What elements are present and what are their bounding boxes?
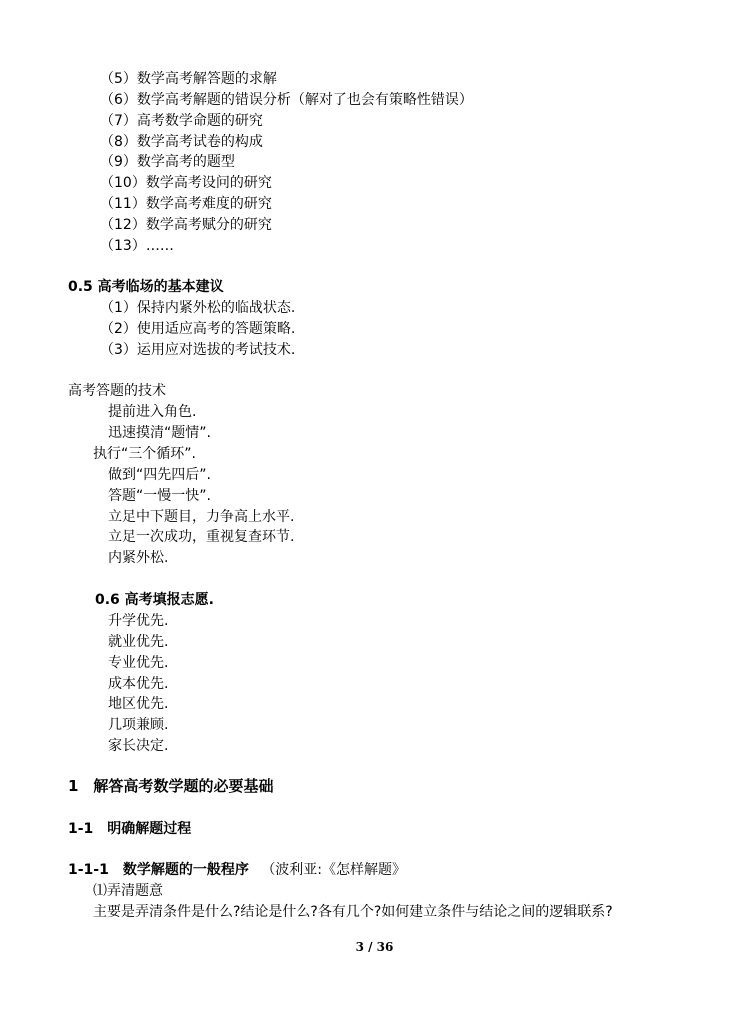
- list-item: （12）数学高考赋分的研究: [100, 217, 272, 233]
- list-item: 内紧外松.: [108, 550, 169, 566]
- list-item: 迅速摸清“题情”.: [108, 425, 211, 441]
- paragraph: 主要是弄清条件是什么?结论是什么?各有几个?如何建立条件与结论之间的逻辑联系?: [93, 904, 613, 920]
- subsection-title: 1-1-1 数学解题的一般程序: [68, 862, 249, 878]
- list-item: 升学优先.: [108, 613, 169, 629]
- list-item: 做到“四先四后”.: [108, 467, 211, 483]
- page-number: 3 / 36: [355, 940, 394, 954]
- list-item: 专业优先.: [108, 655, 169, 671]
- list-item: 立足一次成功，重视复查环节.: [108, 529, 295, 545]
- subsection-heading: [68, 861, 406, 879]
- list-item: （8）数学高考试卷的构成: [100, 134, 263, 150]
- list-item: 立足中下题目，力争高上水平.: [108, 509, 295, 525]
- list-item: 答题“一慢一快”.: [108, 488, 211, 504]
- list-item: 成本优先.: [108, 676, 169, 692]
- list-item: （13）……: [100, 238, 174, 254]
- list-item: 家长决定.: [108, 738, 169, 754]
- list-item: （7）高考数学命题的研究: [100, 113, 263, 129]
- list-item: （10）数学高考设问的研究: [100, 175, 272, 191]
- list-item: 提前进入角色.: [108, 404, 197, 420]
- list-item: （6）数学高考解题的错误分析（解对了也会有策略性错误）: [100, 92, 473, 108]
- chapter-heading: 1 解答高考数学题的必要基础: [68, 777, 274, 795]
- section-heading: 0.6 高考填报志愿.: [95, 592, 214, 608]
- list-item: （11）数学高考难度的研究: [100, 196, 272, 212]
- list-item: 几项兼顾.: [108, 717, 169, 733]
- list-item: （3）运用应对选拔的考试技术.: [100, 342, 296, 358]
- step-label: ⑴弄清题意: [93, 883, 163, 899]
- list-item: 就业优先.: [108, 634, 169, 650]
- section-heading: 1-1 明确解题过程: [68, 821, 192, 837]
- list-item: （5）数学高考解答题的求解: [100, 71, 277, 87]
- section-heading: 0.5 高考临场的基本建议: [68, 279, 224, 295]
- list-item: （2）使用适应高考的答题策略.: [100, 321, 296, 337]
- list-item: （1）保持内紧外松的临战状态.: [100, 300, 296, 316]
- list-item: 执行“三个循环”.: [93, 446, 196, 462]
- list-item: （9）数学高考的题型: [100, 154, 235, 170]
- section-heading: 高考答题的技术: [68, 383, 166, 399]
- list-item: 地区优先.: [108, 696, 169, 712]
- subsection-source: （波利亚:《怎样解题》: [261, 862, 407, 878]
